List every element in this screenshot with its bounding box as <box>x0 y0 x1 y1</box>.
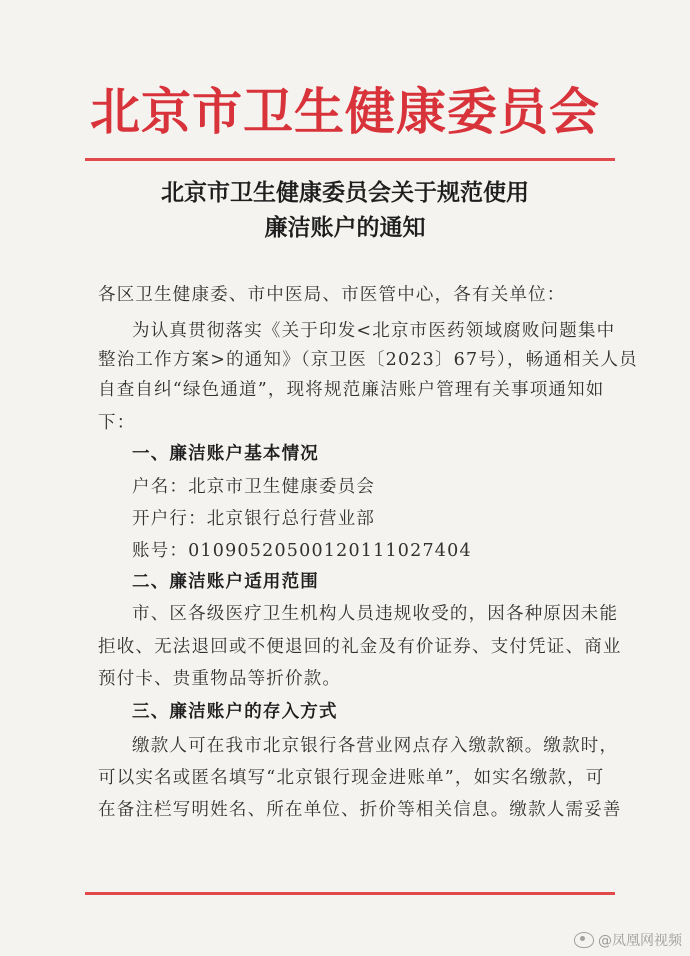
account-name: 户名：北京市卫生健康委员会 <box>132 477 376 497</box>
document-title <box>0 175 690 245</box>
intro-line-2: 整治工作方案>的通知》（京卫医〔2023〕67号），畅通相关人员 <box>98 350 638 370</box>
document-title-line-1: 北京市卫生健康委员会关于规范使用 <box>161 179 529 206</box>
section-2-line-1: 市、区各级医疗卫生机构人员违规收受的，因各种原因未能 <box>132 604 619 624</box>
section-3-line-2: 可以实名或匿名填写“北京银行现金进账单”，如实名缴款，可 <box>98 768 605 788</box>
intro-line-3: 自查自纠“绿色通道”，现将规范廉洁账户管理有关事项通知如 <box>98 380 605 400</box>
weibo-logo-icon <box>574 932 594 948</box>
account-bank: 开户行：北京银行总行营业部 <box>132 509 376 529</box>
account-number: 账号：01090520500120111027404 <box>132 541 472 561</box>
issuing-organization-header: 北京市卫生健康委员会 <box>90 82 600 141</box>
section-2-line-3: 预付卡、贵重物品等折价款。 <box>98 669 342 689</box>
section-2-heading: 二、廉洁账户适用范围 <box>132 572 319 592</box>
section-3-line-1: 缴款人可在我市北京银行各营业网点存入缴款额。缴款时， <box>132 736 619 756</box>
document-title-line-2: 廉洁账户的通知 <box>264 214 426 241</box>
footer-red-rule <box>85 892 615 895</box>
section-3-heading: 三、廉洁账户的存入方式 <box>132 702 338 722</box>
intro-line-1: 为认真贯彻落实《关于印发<北京市医药领域腐败问题集中 <box>132 321 616 341</box>
intro-line-4: 下： <box>98 413 136 433</box>
watermark <box>574 930 682 950</box>
section-1-heading: 一、廉洁账户基本情况 <box>132 444 319 464</box>
salutation: 各区卫生健康委、市中医局、市医管中心，各有关单位： <box>98 285 566 305</box>
section-2-line-2: 拒收、无法退回或不便退回的礼金及有价证券、支付凭证、商业 <box>98 637 622 657</box>
section-3-line-3: 在备注栏写明姓名、所在单位、折价等相关信息。缴款人需妥善 <box>98 800 622 820</box>
header-red-rule <box>85 158 615 161</box>
watermark-text: @凤凰网视频 <box>598 933 682 949</box>
